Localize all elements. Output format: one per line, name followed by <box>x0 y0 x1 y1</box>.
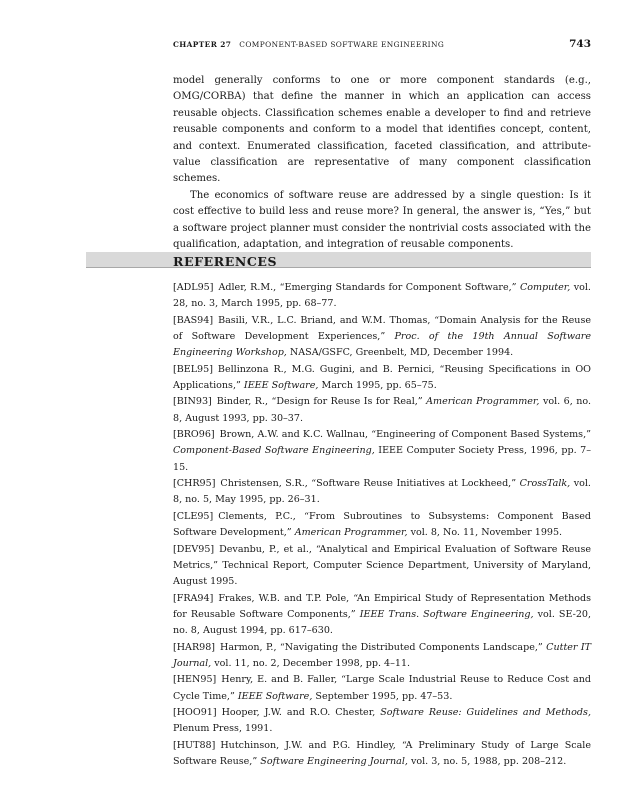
reference-details: vol. SE-20, no. 8, August 1994, pp. 617–630. <box>173 608 592 637</box>
reference-entry <box>173 542 591 591</box>
reference-publication: Cutter IT Journal, <box>173 641 592 669</box>
heading-rule <box>86 267 591 268</box>
reference-authors-title: Henry, E. and B. Faller, “Large Scale Industrial Reuse to Reduce Cost and Cycle Time,” <box>173 674 591 702</box>
reference-publication: CrossTalk, <box>519 478 571 490</box>
reference-authors-title: Binder, R., “Design for Reuse Is for Real,” <box>216 396 423 408</box>
reference-entry <box>173 280 591 313</box>
reference-details: IEEE Computer Society Press, 1996, pp. 7–15. <box>173 445 591 473</box>
reference-tag: [CHR95] <box>173 478 216 490</box>
reference-authors-title: Brown, A.W. and K.C. Wallnau, “Engineering of Component Based Systems,” <box>219 429 591 441</box>
reference-authors-title: Frakes, W.B. and T.P. Pole, “An Empirical Study of Representation Methods for Reusable Software Components,” <box>173 592 591 620</box>
reference-tag: [HEN95] <box>173 674 217 686</box>
chapter-title: COMPONENT-BASED SOFTWARE ENGINEERING <box>239 40 445 49</box>
reference-tag: [CLE95] <box>173 510 214 522</box>
body-text <box>173 73 591 253</box>
reference-entry <box>173 509 591 542</box>
reference-entry <box>173 394 591 427</box>
reference-tag: [ADL95] <box>173 282 214 293</box>
reference-details: vol. 6, no. 8, August 1993, pp. 30–37. <box>173 396 591 424</box>
reference-details: vol. 3, no. 5, 1988, pp. 208–212. <box>410 755 567 767</box>
reference-entry <box>173 705 591 738</box>
reference-authors-title: Adler, R.M., “Emerging Standards for Component Software,” <box>218 282 517 293</box>
reference-list <box>173 280 591 770</box>
reference-details: vol. 28, no. 3, March 1995, pp. 68–77. <box>173 282 591 310</box>
reference-tag: [BRO96] <box>173 429 215 441</box>
reference-entry <box>173 362 591 395</box>
reference-details: vol. 11, no. 2, December 1998, pp. 4–11. <box>214 657 411 669</box>
reference-tag: [HOO91] <box>173 706 217 718</box>
reference-entry <box>173 591 591 640</box>
page-number: 743 <box>569 38 591 50</box>
reference-details: Plenum Press, 1991. <box>173 723 273 735</box>
reference-publication: IEEE Trans. Software Engineering, <box>359 608 534 620</box>
reference-publication: IEEE Software, <box>237 690 313 702</box>
chapter-label: CHAPTER 27 <box>173 40 232 49</box>
reference-authors-title: Harmon, P., “Navigating the Distributed Components Landscape,” <box>220 641 543 653</box>
reference-details: NASA/GSFC, Greenbelt, MD, December 1994. <box>289 347 514 359</box>
reference-authors-title: Hutchinson, J.W. and P.G. Hindley, “A Preliminary Study of Large Scale Software Reuse,” <box>173 739 591 767</box>
reference-details: vol. 8, no. 5, May 1995, pp. 26–31. <box>173 478 591 506</box>
reference-publication: American Programmer, <box>294 527 408 539</box>
references-heading: REFERENCES <box>173 254 278 269</box>
paragraph: The economics of software reuse are addressed by a single question: Is it cost effective to build less and reuse more? In general, the answer is, “Yes,” but a software project planner must consider the nontrivial costs associated with the qualification, adaptation, and integration of reusable components. <box>173 189 591 251</box>
reference-publication: Software Engineering Journal, <box>260 755 408 767</box>
reference-details: vol. 8, No. 11, November 1995. <box>410 527 563 539</box>
reference-entry <box>173 476 591 509</box>
reference-tag: [BIN93] <box>173 396 212 408</box>
reference-tag: [DEV95] <box>173 543 215 555</box>
reference-publication: Component-Based Software Engineering, <box>173 445 375 457</box>
reference-authors-title: Bellinzona R., M.G. Gugini, and B. Pernici, “Reusing Specifications in OO Applications,” <box>173 363 591 392</box>
reference-publication: Computer, <box>519 282 571 293</box>
reference-authors-title: Devanbu, P., et al., “Analytical and Empirical Evaluation of Software Reuse Metrics,” Technical Report, Computer Science Department, University of Maryland, August 1995. <box>173 543 591 588</box>
reference-tag: [FRA94] <box>173 592 214 604</box>
reference-publication: Proc. of the 19th Annual Software Engineering Workshop, <box>173 331 591 359</box>
reference-authors-title: Clements, P.C., “From Subroutines to Subsystems: Component Based Software Development,” <box>173 510 591 539</box>
reference-publication: IEEE Software, <box>243 380 319 392</box>
reference-entry <box>173 313 591 362</box>
reference-tag: [HAR98] <box>173 641 216 653</box>
reference-authors-title: Hooper, J.W. and R.O. Chester, <box>221 706 376 718</box>
paragraph: model generally conforms to one or more component standards (e.g., OMG/CORBA) that define the manner in which an application can access reusable objects. Classification schemes enable a developer to find and retrieve reusable components and conform to a model that identifies concept, content, and context. Enumerated classification, faceted classification, and attribute-value classification are representative of many component classification schemes. <box>173 75 591 185</box>
reference-authors-title: Christensen, S.R., “Software Reuse Initiatives at Lockheed,” <box>220 478 517 490</box>
reference-authors-title: Basili, V.R., L.C. Briand, and W.M. Thomas, “Domain Analysis for the Reuse of Software Development Experiences,” <box>173 314 591 343</box>
running-header <box>173 40 591 56</box>
reference-publication: Software Reuse: Guidelines and Methods, <box>380 706 591 718</box>
reference-entry <box>173 427 591 476</box>
reference-entry <box>173 738 591 771</box>
reference-publication: American Programmer, <box>426 396 540 408</box>
reference-details: September 1995, pp. 47–53. <box>315 690 453 702</box>
references-heading-bar <box>86 252 591 268</box>
reference-tag: [BEL95] <box>173 363 213 375</box>
reference-details: March 1995, pp. 65–75. <box>321 380 437 392</box>
reference-entry <box>173 640 591 673</box>
reference-entry <box>173 672 591 705</box>
reference-tag: [HUT88] <box>173 739 216 751</box>
reference-tag: [BAS94] <box>173 314 214 326</box>
